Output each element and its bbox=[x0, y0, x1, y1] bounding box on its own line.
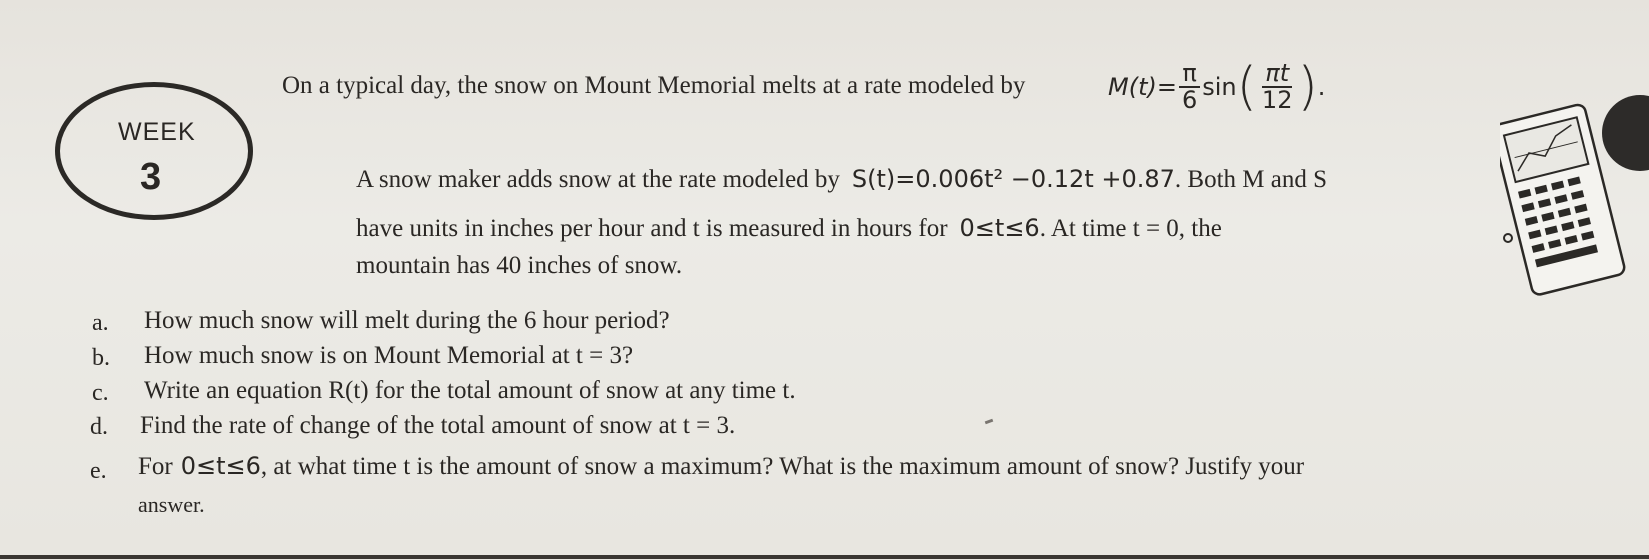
pi-t: πt bbox=[1262, 61, 1292, 88]
question-b-text: How much snow is on Mount Memorial at t = 3? bbox=[144, 342, 634, 369]
week-number: 3 bbox=[140, 156, 162, 198]
question-c-text: Write an equation R(t) for the total amount of snow at any time t. bbox=[144, 377, 796, 404]
pencil-mark bbox=[985, 419, 994, 425]
question-b-label: b. bbox=[92, 345, 110, 371]
sin-function: sin bbox=[1202, 73, 1237, 101]
snowmaker-text-1: A snow maker adds snow at the rate modeled by bbox=[356, 166, 840, 193]
week-label: WEEK bbox=[118, 118, 196, 146]
question-e-domain: 0≤t≤6 bbox=[180, 452, 261, 480]
intro-text: On a typical day, the snow on Mount Memorial melts at a rate modeled by bbox=[282, 72, 1026, 99]
left-paren: ( bbox=[1236, 57, 1257, 117]
question-e-continuation: answer. bbox=[138, 492, 205, 517]
snowmaker-line-2 bbox=[356, 214, 1222, 243]
snow-add-formula: S(t)=0.006t² −0.12t +0.87 bbox=[851, 165, 1175, 193]
question-d-text: Find the rate of change of the total amount of snow at t = 3. bbox=[140, 412, 736, 439]
formula-period: . bbox=[1317, 73, 1326, 101]
six: 6 bbox=[1181, 86, 1198, 114]
domain-inequality: 0≤t≤6 bbox=[959, 214, 1040, 242]
question-e-pre: For bbox=[138, 453, 173, 480]
question-a-label: a. bbox=[92, 310, 109, 336]
week-badge bbox=[55, 82, 253, 220]
pi-symbol: π bbox=[1179, 61, 1199, 88]
snowmaker-tail-2: . At time t = 0, the bbox=[1039, 215, 1222, 242]
melt-rate-formula bbox=[1108, 52, 1325, 122]
pi-t-over-twelve bbox=[1259, 58, 1296, 114]
formula-lhs: M(t)= bbox=[1108, 73, 1177, 101]
snowmaker-line-1 bbox=[356, 165, 1327, 194]
snowmaker-text-2: have units in inches per hour and t is measured in hours for bbox=[356, 215, 948, 242]
question-d-label: d. bbox=[90, 414, 108, 440]
calculator-icon bbox=[1500, 88, 1649, 298]
snowmaker-line-3: mountain has 40 inches of snow. bbox=[356, 252, 683, 279]
bottom-rule bbox=[0, 555, 1649, 559]
snowmaker-tail-1: . Both M and S bbox=[1174, 166, 1328, 193]
question-e-line bbox=[138, 452, 1304, 481]
question-e-label: e. bbox=[90, 458, 107, 484]
question-e-text: , at what time t is the amount of snow a maximum? What is the maximum amount of snow? Justify your bbox=[260, 453, 1305, 480]
question-c-label: c. bbox=[92, 380, 109, 406]
twelve: 12 bbox=[1261, 86, 1293, 114]
question-a-text: How much snow will melt during the 6 hour period? bbox=[144, 307, 670, 334]
right-paren: ) bbox=[1297, 57, 1318, 117]
pi-over-six bbox=[1179, 58, 1200, 114]
